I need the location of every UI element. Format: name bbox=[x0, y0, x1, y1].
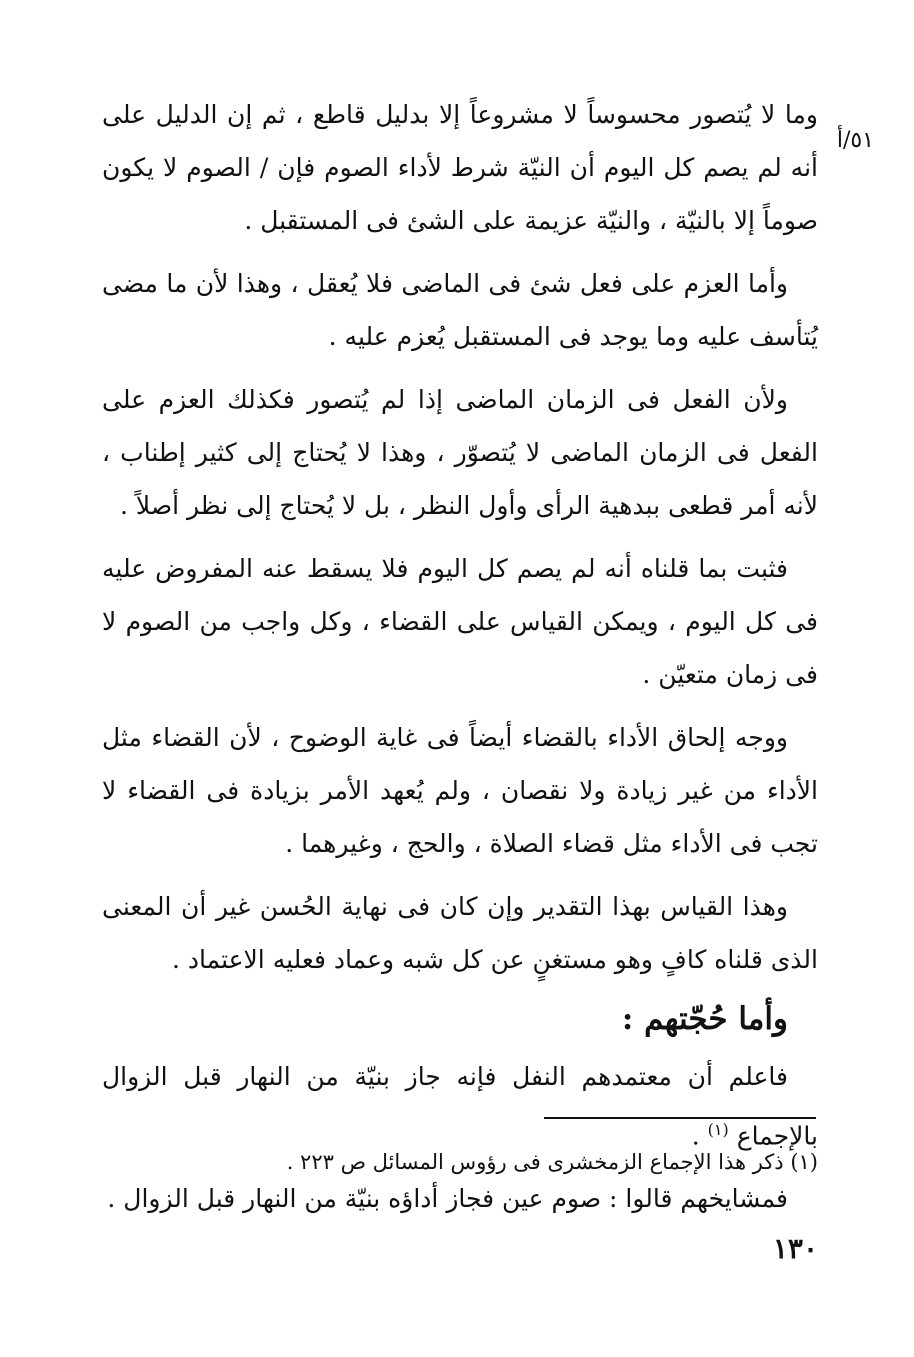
section-heading: وأما حُجّتهم : bbox=[621, 1001, 788, 1037]
footnote-reference: (١) bbox=[707, 1120, 729, 1139]
paragraph-5: ووجه إلحاق الأداء بالقضاء أيضاً فى غاية الوضوح ، لأن القضاء مثل الأداء من غير زيادة ولا نقصان ، ولم يُعهد الأمر بزيادة فى القضاء لا تجب فى الأداء مثل قضاء الصلاة ، والحج ، وغيرهما . bbox=[102, 723, 818, 858]
paragraph-7-end: . bbox=[691, 1121, 708, 1151]
footnote-separator bbox=[544, 1117, 816, 1119]
margin-folio-note: ٥١/أ bbox=[836, 128, 874, 153]
paragraph-4: فثبت بما قلناه أنه لم يصم كل اليوم فلا يسقط عنه المفروض عليه فى كل اليوم ، ويمكن القياس على القضاء ، وكل واجب من الصوم لا فى زمان متعيّن . bbox=[102, 554, 818, 689]
paragraph-1: وما لا يُتصور محسوساً لا مشروعاً إلا بدليل قاطع ، ثم إن الدليل على أنه لم يصم كل اليوم أن النيّة شرط لأداء الصوم فإن / الصوم لا يكون صوماً إلا بالنيّة ، والنيّة عزيمة على الشئ فى المستقبل . bbox=[102, 100, 818, 235]
paragraph-8: فمشايخهم قالوا : صوم عين فجاز أداؤه بنيّة من النهار قبل الزوال . bbox=[107, 1184, 788, 1214]
paragraph-3: ولأن الفعل فى الزمان الماضى إذا لم يُتصور فكذلك العزم على الفعل فى الزمان الماضى لا يُتصوّر ، وهذا لا يُحتاج إلى كثير إطناب ، لأنه أمر قطعى ببدهية الرأى وأول النظر ، بل لا يُحتاج إلى نظر أصلاً . bbox=[102, 385, 818, 520]
paragraph-2: وأما العزم على فعل شئ فى الماضى فلا يُعقل ، وهذا لأن ما مضى يُتأسف عليه وما يوجد فى المستقبل يُعزم عليه . bbox=[102, 269, 818, 351]
page-number: ١٣٠ bbox=[772, 1232, 818, 1265]
footnote: (١) ذكر هذا الإجماع الزمخشرى فى رؤوس المسائل ص ٢٢٣ . bbox=[286, 1150, 818, 1174]
paragraph-7-text: فاعلم أن معتمدهم النفل فإنه جاز بنيّة من النهار قبل الزوال بالإجماع bbox=[102, 1062, 818, 1151]
main-text bbox=[102, 88, 818, 1235]
paragraph-6: وهذا القياس بهذا التقدير وإن كان فى نهاية الحُسن غير أن المعنى الذى قلناه كافٍ وهو مستغنٍ عن كل شبه وعماد فعليه الاعتماد . bbox=[102, 892, 818, 974]
